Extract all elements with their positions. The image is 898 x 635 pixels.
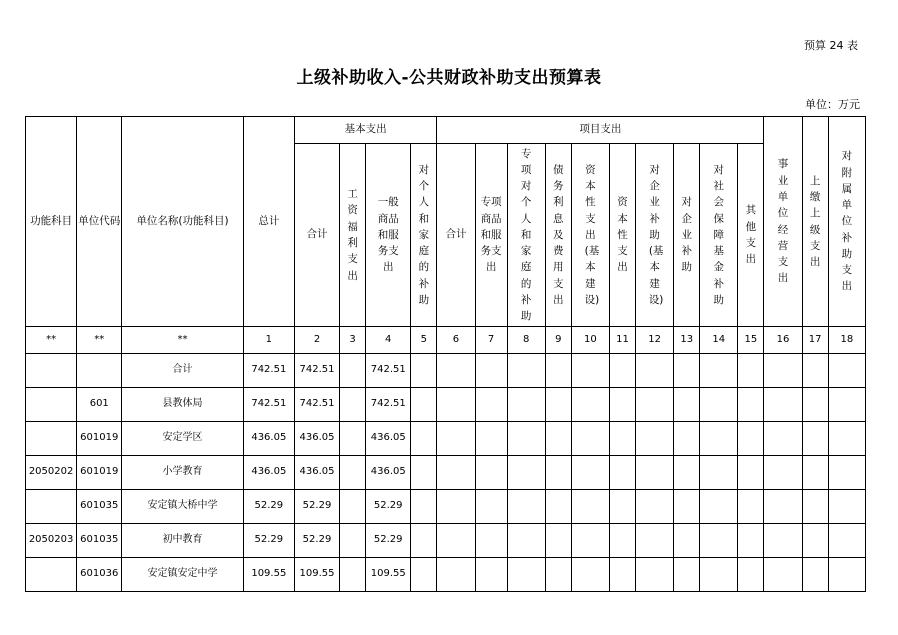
column-number-cell: 9 bbox=[545, 327, 571, 354]
data-rows bbox=[26, 354, 866, 592]
table-cell: 601035 bbox=[77, 490, 122, 524]
table-cell: 109.55 bbox=[366, 558, 411, 592]
header-goods: 一般商品和服务支出 bbox=[366, 144, 411, 327]
table-cell bbox=[437, 354, 475, 388]
table-cell bbox=[636, 354, 674, 388]
column-number-cell: ** bbox=[122, 327, 243, 354]
table-cell bbox=[26, 422, 77, 456]
table-cell bbox=[26, 490, 77, 524]
table-cell bbox=[764, 490, 802, 524]
table-cell bbox=[802, 422, 828, 456]
header-enterprise-build: 对企业补助(基本建设) bbox=[636, 144, 674, 327]
table-cell bbox=[475, 388, 507, 422]
table-cell: 601035 bbox=[77, 524, 122, 558]
table-cell bbox=[571, 490, 609, 524]
table-cell bbox=[507, 524, 545, 558]
table-cell bbox=[545, 456, 571, 490]
table-cell: 601036 bbox=[77, 558, 122, 592]
table-cell bbox=[340, 490, 366, 524]
table-cell bbox=[738, 422, 764, 456]
table-cell bbox=[609, 456, 635, 490]
table-cell bbox=[609, 354, 635, 388]
column-number-cell: 11 bbox=[609, 327, 635, 354]
table-cell bbox=[571, 354, 609, 388]
table-cell: 601 bbox=[77, 388, 122, 422]
table-cell: 436.05 bbox=[366, 422, 411, 456]
table-cell: 52.29 bbox=[243, 490, 294, 524]
table-cell bbox=[636, 422, 674, 456]
table-cell bbox=[764, 354, 802, 388]
table-cell bbox=[738, 388, 764, 422]
column-number-cell: 14 bbox=[700, 327, 738, 354]
header-unit-code: 单位代码 bbox=[77, 117, 122, 327]
table-cell: 初中教育 bbox=[122, 524, 243, 558]
table-cell bbox=[507, 354, 545, 388]
table-cell bbox=[700, 558, 738, 592]
table-cell bbox=[507, 388, 545, 422]
table-cell: 601019 bbox=[77, 456, 122, 490]
column-number-cell: 5 bbox=[411, 327, 437, 354]
table-cell bbox=[764, 456, 802, 490]
column-number-cell: 18 bbox=[828, 327, 865, 354]
table-cell bbox=[738, 524, 764, 558]
header-func-subject: 功能科目 bbox=[26, 117, 77, 327]
table-row bbox=[26, 490, 866, 524]
table-cell: 742.51 bbox=[294, 388, 339, 422]
table-row bbox=[26, 456, 866, 490]
table-cell bbox=[437, 422, 475, 456]
table-cell: 2050202 bbox=[26, 456, 77, 490]
table-row bbox=[26, 422, 866, 456]
table-cell: 436.05 bbox=[243, 422, 294, 456]
header-personal: 对个人和家庭的补助 bbox=[411, 144, 437, 327]
table-cell bbox=[674, 490, 700, 524]
table-cell: 436.05 bbox=[294, 456, 339, 490]
table-cell bbox=[700, 388, 738, 422]
table-cell bbox=[411, 524, 437, 558]
table-cell bbox=[411, 422, 437, 456]
table-cell bbox=[738, 558, 764, 592]
table-cell bbox=[475, 456, 507, 490]
table-cell bbox=[545, 388, 571, 422]
table-cell bbox=[700, 490, 738, 524]
table-cell bbox=[636, 456, 674, 490]
table-cell bbox=[475, 558, 507, 592]
column-number-cell: 8 bbox=[507, 327, 545, 354]
column-number-cell: 2 bbox=[294, 327, 339, 354]
table-cell: 109.55 bbox=[243, 558, 294, 592]
table-cell bbox=[828, 558, 865, 592]
table-row bbox=[26, 388, 866, 422]
header-project: 项目支出 bbox=[437, 117, 764, 144]
table-cell bbox=[802, 558, 828, 592]
table-cell bbox=[764, 422, 802, 456]
table-cell: 52.29 bbox=[294, 524, 339, 558]
table-cell bbox=[437, 524, 475, 558]
table-cell bbox=[475, 490, 507, 524]
table-cell: 安定学区 bbox=[122, 422, 243, 456]
column-number-cell: ** bbox=[26, 327, 77, 354]
table-cell bbox=[437, 388, 475, 422]
table-cell: 436.05 bbox=[243, 456, 294, 490]
table-cell bbox=[571, 422, 609, 456]
table-cell bbox=[609, 558, 635, 592]
table-cell: 109.55 bbox=[294, 558, 339, 592]
table-cell bbox=[571, 524, 609, 558]
table-cell bbox=[828, 456, 865, 490]
table-cell bbox=[764, 524, 802, 558]
table-cell bbox=[828, 388, 865, 422]
header-capital: 资本性支出 bbox=[609, 144, 635, 327]
table-cell bbox=[828, 354, 865, 388]
header-basic-total: 合计 bbox=[294, 144, 339, 327]
table-cell: 安定镇安定中学 bbox=[122, 558, 243, 592]
header-enterprise: 对企业补助 bbox=[674, 144, 700, 327]
table-cell bbox=[340, 354, 366, 388]
table-cell bbox=[507, 456, 545, 490]
table-cell: 742.51 bbox=[243, 388, 294, 422]
table-cell bbox=[475, 354, 507, 388]
header-upper: 上缴上级支出 bbox=[802, 117, 828, 327]
table-cell bbox=[828, 524, 865, 558]
table-cell bbox=[411, 456, 437, 490]
table-cell bbox=[828, 422, 865, 456]
unit-label: 单位：万元 bbox=[805, 98, 860, 111]
table-cell bbox=[674, 524, 700, 558]
table-row bbox=[26, 524, 866, 558]
table-cell bbox=[340, 422, 366, 456]
table-cell bbox=[77, 354, 122, 388]
table-cell bbox=[738, 490, 764, 524]
table-cell: 436.05 bbox=[294, 422, 339, 456]
table-cell bbox=[507, 422, 545, 456]
table-cell: 52.29 bbox=[294, 490, 339, 524]
header-special-goods: 专项商品和服务支出 bbox=[475, 144, 507, 327]
page-title: 上级补助收入-公共财政补助支出预算表 bbox=[296, 68, 602, 88]
table-cell bbox=[340, 558, 366, 592]
table-cell: 52.29 bbox=[243, 524, 294, 558]
table-cell bbox=[475, 422, 507, 456]
table-cell bbox=[609, 490, 635, 524]
table-cell bbox=[674, 456, 700, 490]
column-number-row bbox=[26, 327, 866, 354]
table-cell bbox=[609, 524, 635, 558]
table-cell bbox=[437, 558, 475, 592]
table-cell bbox=[700, 354, 738, 388]
header-affiliated: 对附属单位补助支出 bbox=[828, 117, 865, 327]
header-capital-build: 资本性支出(基本建设) bbox=[571, 144, 609, 327]
column-number-cell: ** bbox=[77, 327, 122, 354]
table-cell bbox=[545, 354, 571, 388]
column-number-cell: 6 bbox=[437, 327, 475, 354]
table-cell bbox=[26, 558, 77, 592]
column-number-cell: 12 bbox=[636, 327, 674, 354]
table-cell bbox=[507, 490, 545, 524]
table-cell bbox=[700, 456, 738, 490]
column-number-cell: 3 bbox=[340, 327, 366, 354]
table-cell bbox=[802, 354, 828, 388]
header-business: 事业单位经营支出 bbox=[764, 117, 802, 327]
table-row bbox=[26, 558, 866, 592]
header-unit-name: 单位名称(功能科目) bbox=[122, 117, 243, 327]
table-cell bbox=[545, 524, 571, 558]
table-cell bbox=[411, 354, 437, 388]
table-cell: 52.29 bbox=[366, 524, 411, 558]
table-cell: 小学教育 bbox=[122, 456, 243, 490]
table-cell: 742.51 bbox=[366, 388, 411, 422]
table-cell: 县教体局 bbox=[122, 388, 243, 422]
table-cell bbox=[545, 558, 571, 592]
table-cell bbox=[507, 558, 545, 592]
table-cell bbox=[802, 456, 828, 490]
table-cell bbox=[674, 354, 700, 388]
table-cell bbox=[340, 524, 366, 558]
table-cell bbox=[636, 558, 674, 592]
table-cell bbox=[764, 388, 802, 422]
table-cell: 合计 bbox=[122, 354, 243, 388]
table-cell bbox=[636, 490, 674, 524]
table-cell: 742.51 bbox=[243, 354, 294, 388]
table-cell bbox=[764, 558, 802, 592]
header-social: 对社会保障基金补助 bbox=[700, 144, 738, 327]
table-cell bbox=[475, 524, 507, 558]
column-number-cell: 1 bbox=[243, 327, 294, 354]
table-cell bbox=[609, 388, 635, 422]
header-other: 其他支出 bbox=[738, 144, 764, 327]
table-cell bbox=[437, 456, 475, 490]
header-total: 总计 bbox=[243, 117, 294, 327]
table-cell bbox=[802, 388, 828, 422]
table-cell bbox=[340, 456, 366, 490]
table-cell bbox=[411, 558, 437, 592]
table-cell: 742.51 bbox=[294, 354, 339, 388]
table-cell bbox=[26, 354, 77, 388]
table-cell bbox=[571, 456, 609, 490]
table-cell bbox=[700, 524, 738, 558]
table-code: 预算 24 表 bbox=[804, 39, 858, 52]
table-cell bbox=[545, 422, 571, 456]
table-cell bbox=[674, 422, 700, 456]
table-cell bbox=[828, 490, 865, 524]
column-number-cell: 16 bbox=[764, 327, 802, 354]
table-cell: 436.05 bbox=[366, 456, 411, 490]
table-row bbox=[26, 354, 866, 388]
column-number-cell: 7 bbox=[475, 327, 507, 354]
column-number-cell: 13 bbox=[674, 327, 700, 354]
table-cell bbox=[636, 524, 674, 558]
budget-table bbox=[25, 116, 866, 592]
table-cell bbox=[437, 490, 475, 524]
table-cell bbox=[571, 558, 609, 592]
header-debt: 债务利息及费用支出 bbox=[545, 144, 571, 327]
header-basic: 基本支出 bbox=[294, 117, 436, 144]
column-number-cell: 10 bbox=[571, 327, 609, 354]
table-cell bbox=[340, 388, 366, 422]
column-number-cell: 17 bbox=[802, 327, 828, 354]
table-cell bbox=[411, 388, 437, 422]
header-proj-total: 合计 bbox=[437, 144, 475, 327]
header-salary: 工资福利支出 bbox=[340, 144, 366, 327]
table-cell: 52.29 bbox=[366, 490, 411, 524]
header-special-personal: 专项对个人和家庭的补助 bbox=[507, 144, 545, 327]
table-cell: 601019 bbox=[77, 422, 122, 456]
table-cell bbox=[26, 388, 77, 422]
table-cell bbox=[571, 388, 609, 422]
table-cell bbox=[700, 422, 738, 456]
table-cell: 742.51 bbox=[366, 354, 411, 388]
table-cell bbox=[802, 490, 828, 524]
table-cell bbox=[802, 524, 828, 558]
table-cell bbox=[636, 388, 674, 422]
table-cell bbox=[738, 354, 764, 388]
table-cell bbox=[545, 490, 571, 524]
table-cell bbox=[674, 388, 700, 422]
table-cell: 安定镇大桥中学 bbox=[122, 490, 243, 524]
table-cell bbox=[738, 456, 764, 490]
table-cell: 2050203 bbox=[26, 524, 77, 558]
table-cell bbox=[674, 558, 700, 592]
column-number-cell: 4 bbox=[366, 327, 411, 354]
column-number-cell: 15 bbox=[738, 327, 764, 354]
table-cell bbox=[411, 490, 437, 524]
table-cell bbox=[609, 422, 635, 456]
